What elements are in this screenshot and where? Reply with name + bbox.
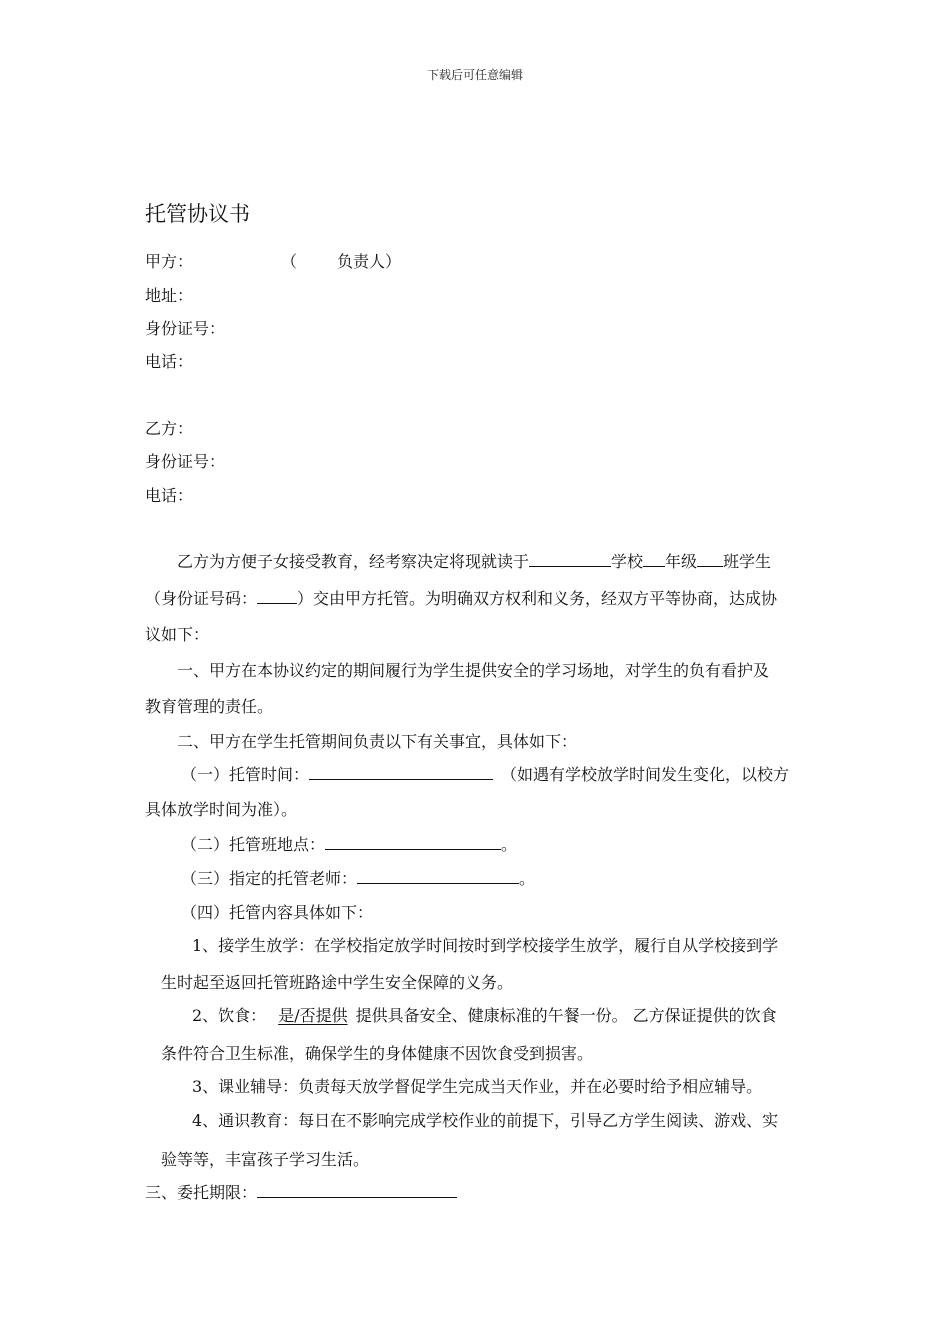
clause2-item3: [181, 869, 535, 889]
party-b-label: 乙方：: [145, 419, 194, 438]
sub4-line-2: 验等等，丰富孩子学习生活。: [161, 1150, 370, 1169]
item3-label: （三）指定的托管老师：: [181, 869, 358, 888]
sub1-line-1: 1、接学生放学：在学校指定放学时间按时到学校接学生放学，履行自从学校接到学: [192, 936, 779, 955]
party-a-phone: 电话：: [145, 352, 194, 371]
party-b-id: 身份证号：: [145, 452, 226, 471]
location-blank: [325, 835, 501, 850]
intro-text-1: 乙方为方便子女接受教育，经考察决定将现就读于: [177, 552, 530, 571]
sub3-line: 3、课业辅导：负责每天放学督促学生完成当天作业，并在必要时给予相应辅导。: [192, 1077, 763, 1096]
student-id-blank: [257, 589, 297, 604]
party-b-phone: 电话：: [145, 486, 194, 505]
party-a-paren: （: [289, 252, 298, 271]
teacher-blank: [357, 869, 519, 884]
sub2-line-2: 条件符合卫生标准，确保学生的身体健康不因饮食受到损害。: [161, 1044, 594, 1063]
term-blank: [257, 1183, 457, 1198]
class-blank: [697, 552, 723, 567]
item1-note: （如遇有学校放学时间发生变化，以校方: [501, 765, 790, 784]
item3-end: 。: [519, 869, 536, 888]
clause1-line-1: 一、甲方在本协议约定的期间履行为学生提供安全的学习场地，对学生的负有看护及: [177, 661, 770, 680]
party-a-responsible: 负责人）: [337, 252, 402, 271]
intro-grade: 年级: [665, 552, 698, 571]
intro-class: 班学生: [723, 552, 772, 571]
party-a-line: [145, 252, 401, 272]
sub2-line-1: [192, 1006, 777, 1026]
clause1-line-2: 教育管理的责任。: [145, 697, 274, 716]
clause2-heading: 二、甲方在学生托管期间负责以下有关事宜，具体如下：: [177, 732, 578, 751]
meal-option: 是/否提供: [278, 1006, 348, 1025]
intro-line-3: 议如下：: [145, 625, 210, 644]
school-blank: [529, 552, 611, 567]
sub4-line-1: 4、通识教育：每日在不影响完成学校作业的前提下，引导乙方学生阅读、游戏、实: [192, 1111, 779, 1130]
sub1-line-2: 生时起至返回托管班路途中学生安全保障的义务。: [161, 973, 514, 992]
intro-text-2: （身份证号码：: [145, 589, 258, 608]
clause3-label: 三、委托期限：: [145, 1183, 258, 1202]
sub2-text: 提供具备安全、健康标准的午餐一份。 乙方保证提供的饮食: [355, 1006, 777, 1025]
item2-end: 。: [501, 835, 518, 854]
party-a-label: 甲方：: [145, 252, 194, 271]
grade-blank: [643, 552, 665, 567]
intro-line-2: [145, 589, 777, 609]
intro-line-1: [177, 552, 771, 572]
sub2-label: 2、饮食：: [192, 1006, 267, 1025]
clause3-line: [145, 1183, 457, 1203]
intro-text-3: ）交由甲方托管。为明确双方权利和义务，经双方平等协商，达成协: [297, 589, 778, 608]
document-title: 托管协议书: [145, 202, 250, 226]
time-blank: [309, 765, 493, 780]
clause2-item4: （四）托管内容具体如下：: [181, 903, 374, 922]
clause2-item1-cont: 具体放学时间为准）。: [145, 800, 298, 819]
item1-label: （一）托管时间：: [181, 765, 310, 784]
item2-label: （二）托管班地点：: [181, 835, 326, 854]
header-note: 下载后可任意编辑: [426, 68, 523, 82]
clause2-item2: [181, 835, 517, 855]
party-a-address: 地址：: [145, 286, 194, 305]
intro-school: 学校: [611, 552, 644, 571]
party-a-id: 身份证号：: [145, 319, 226, 338]
clause2-item1: [181, 765, 789, 785]
